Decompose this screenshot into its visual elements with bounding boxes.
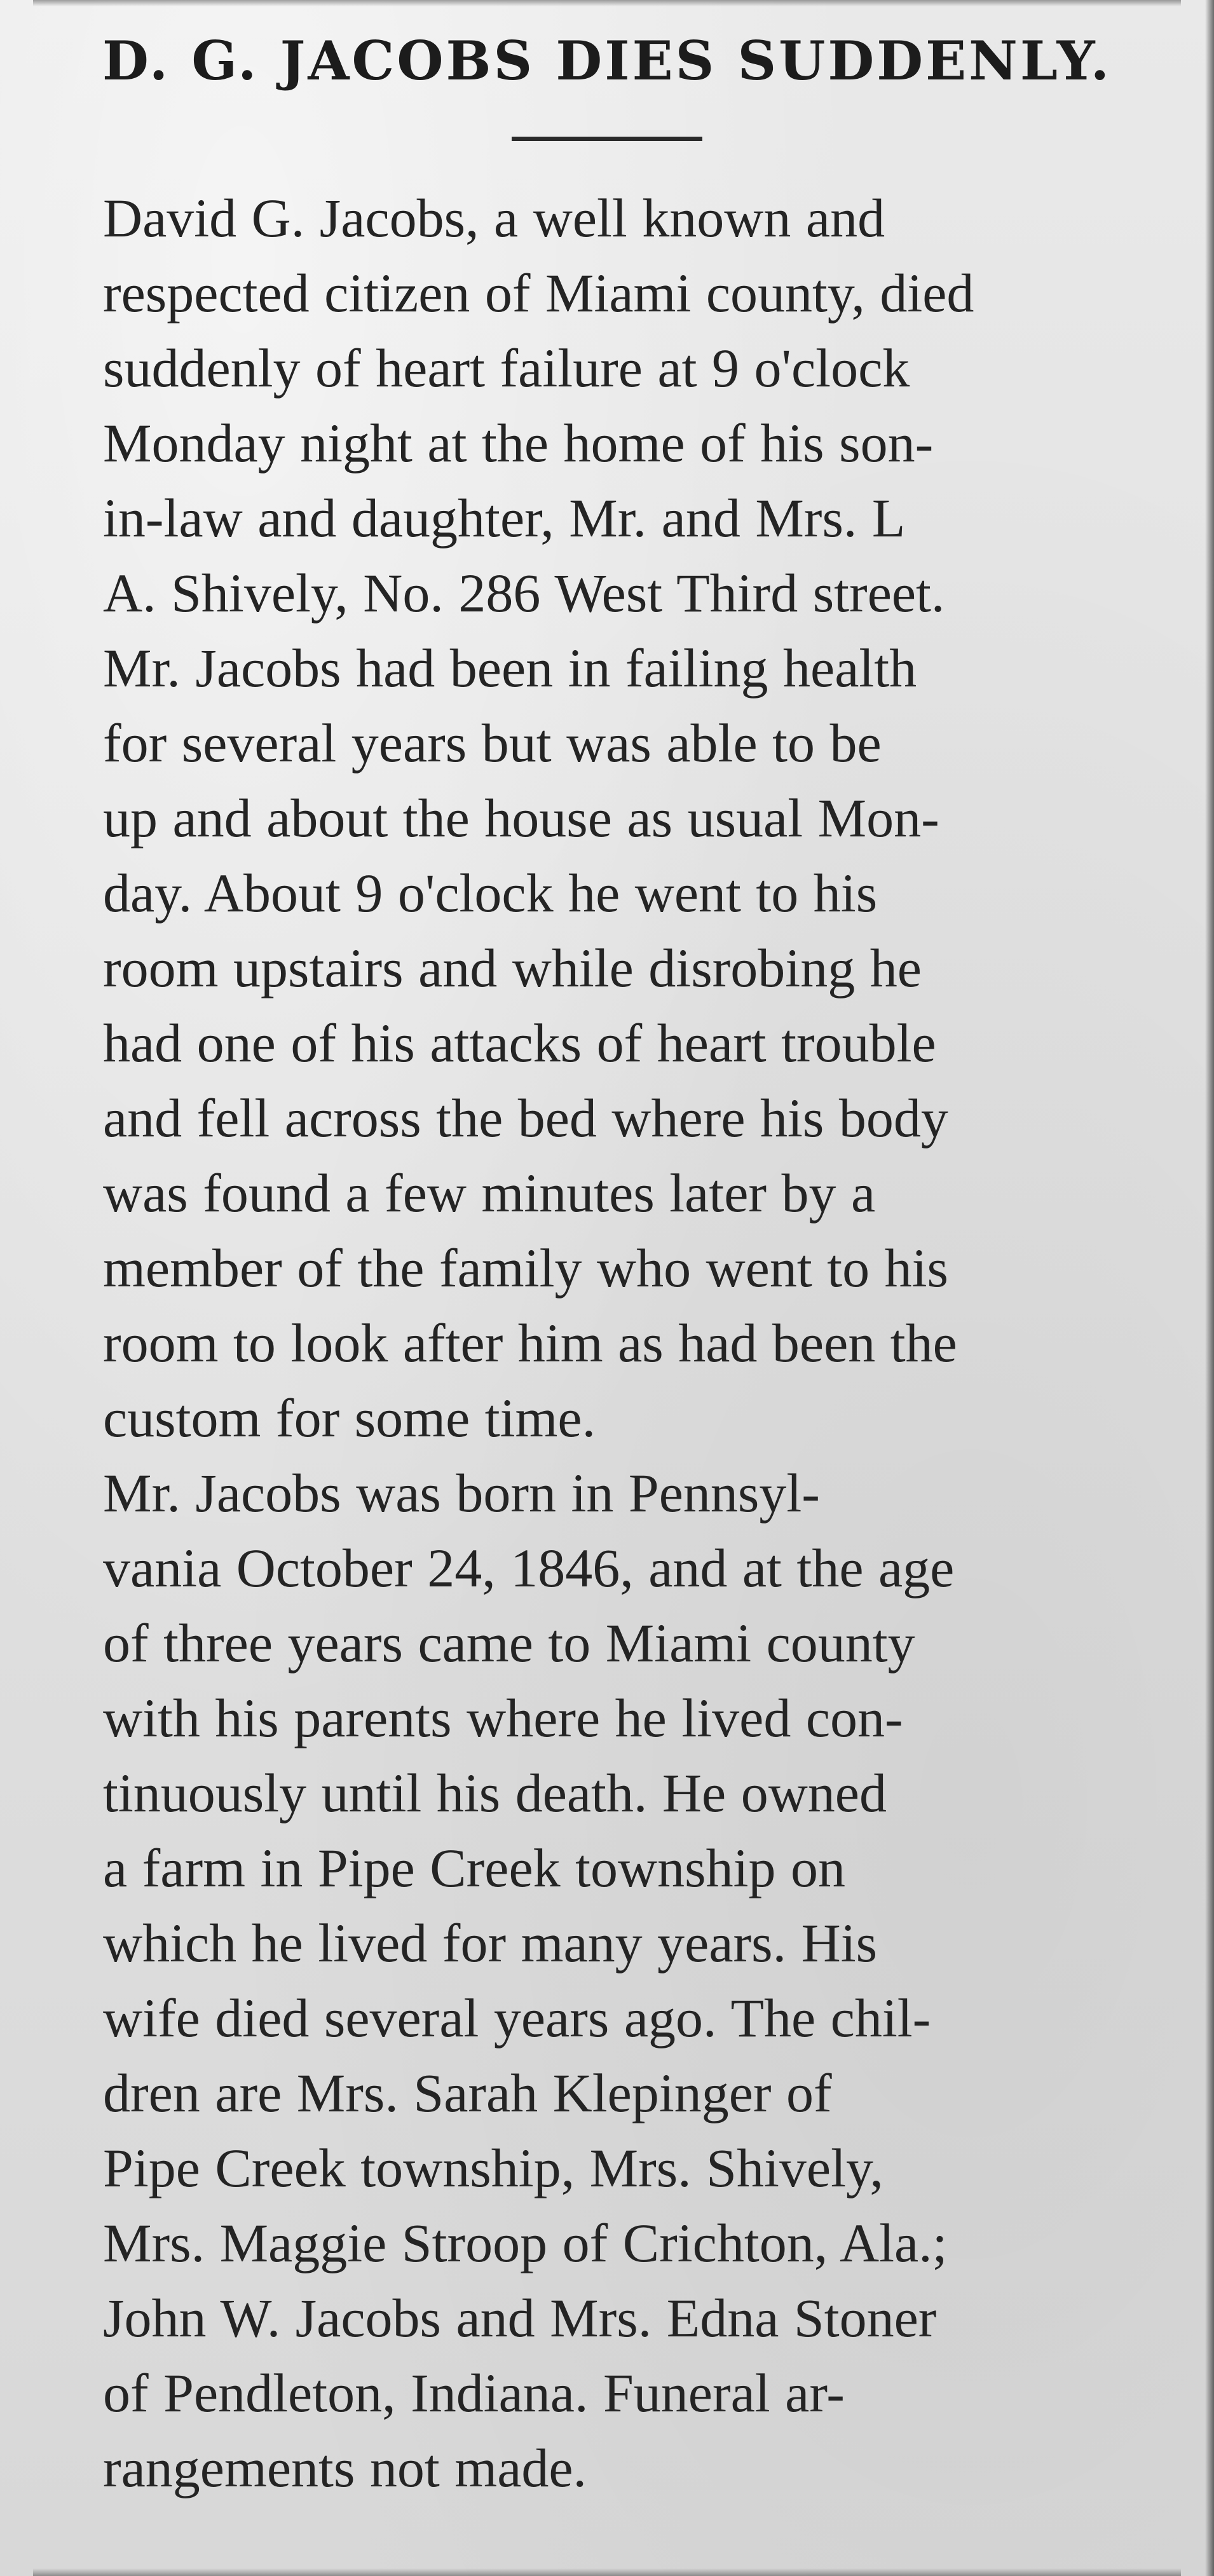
article-body bbox=[33, 181, 1181, 2505]
text-line: Pipe Creek township, Mrs. Shively, bbox=[103, 2137, 883, 2198]
bottom-column-rule bbox=[33, 2568, 1181, 2576]
top-column-rule bbox=[33, 0, 1181, 6]
text-line: had one of his attacks of heart trouble bbox=[103, 1012, 936, 1073]
text-line: John W. Jacobs and Mrs. Edna Stoner bbox=[103, 2287, 937, 2348]
headline: D. G. JACOBS DIES SUDDENLY. bbox=[102, 29, 1112, 92]
text-line: suddenly of heart failure at 9 o'clock bbox=[103, 337, 910, 399]
text-line: of three years came to Miami county bbox=[103, 1612, 915, 1673]
text-line: room upstairs and while disrobing he bbox=[103, 937, 922, 998]
paragraph-2 bbox=[33, 1455, 1181, 2505]
text-line: rangements not made. bbox=[103, 2437, 587, 2498]
text-line: a farm in Pipe Creek township on bbox=[103, 1837, 846, 1898]
text-line: in-law and daughter, Mr. and Mrs. L bbox=[103, 487, 906, 549]
paragraph-1 bbox=[33, 181, 1181, 1455]
text-line: and fell across the bed where his body bbox=[103, 1087, 948, 1148]
headline-divider bbox=[512, 137, 702, 141]
text-line: David G. Jacobs, a well known and bbox=[103, 187, 885, 249]
text-line: member of the family who went to his bbox=[103, 1237, 948, 1298]
text-line: A. Shively, No. 286 West Third street. bbox=[103, 562, 945, 624]
text-line: dren are Mrs. Sarah Klepinger of bbox=[103, 2062, 832, 2123]
text-line: up and about the house as usual Mon- bbox=[103, 787, 939, 848]
text-line: custom for some time. bbox=[103, 1387, 596, 1448]
text-line: Mrs. Maggie Stroop of Crichton, Ala.; bbox=[103, 2212, 948, 2273]
right-column-rule bbox=[1205, 0, 1214, 2576]
text-line: Mr. Jacobs was born in Pennsyl- bbox=[103, 1462, 820, 1523]
text-line: Mr. Jacobs had been in failing health bbox=[103, 637, 917, 699]
text-line: wife died several years ago. The chil- bbox=[103, 1987, 931, 2048]
text-line: of Pendleton, Indiana. Funeral ar- bbox=[103, 2362, 845, 2423]
text-line: which he lived for many years. His bbox=[103, 1912, 878, 1973]
text-line: room to look after him as had been the bbox=[103, 1312, 957, 1373]
text-line: day. About 9 o'clock he went to his bbox=[103, 862, 878, 923]
text-line: with his parents where he lived con- bbox=[103, 1687, 903, 1748]
text-line: tinuously until his death. He owned bbox=[103, 1762, 887, 1823]
text-line: vania October 24, 1846, and at the age bbox=[103, 1537, 955, 1598]
text-line: respected citizen of Miami county, died bbox=[103, 262, 974, 324]
text-line: was found a few minutes later by a bbox=[103, 1162, 876, 1223]
text-line: for several years but was able to be bbox=[103, 712, 882, 773]
text-line: Monday night at the home of his son- bbox=[103, 412, 934, 474]
